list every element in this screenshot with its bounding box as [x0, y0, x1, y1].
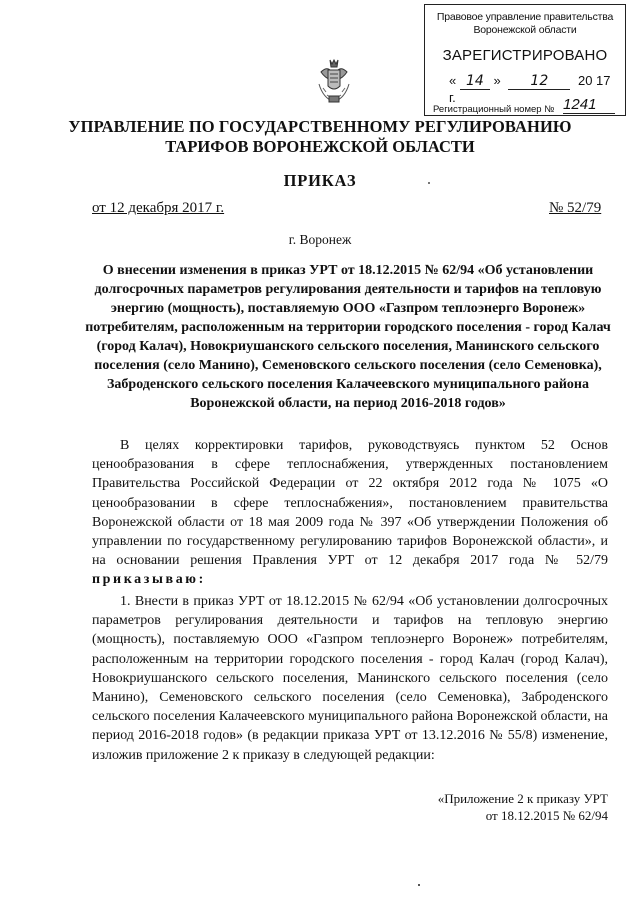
order-subject: О внесении изменения в приказ УРТ от 18.12.2015 № 62/94 «Об установлении долгосрочных параметров регулирования деятельности и тарифов на тепловую энергию (мощность), поставляемую ООО «Газпром теплоэнерго Воронеж» потребителям, расположенным на территории городского поселения - город Калач (город Калач), Новокриушанского сельского поселения, Манинского сельского поселения (село Манино), Семеновского сельского поселения (село Семеновка), Заброденского сельского поселения Калачеевского муниципального района Воронежской области, на период 2016-2018 годов» — [85, 263, 611, 411]
city: г. Воронеж — [288, 232, 352, 247]
order-number: № 52/79 — [549, 200, 602, 216]
order-date: от 12 декабря 2017 г. — [92, 200, 225, 216]
preamble-text: В целях корректировки тарифов, руководствуясь пунктом 52 Основ ценообразования в сфере теплоснабжения, утвержденных постановлением Правительства Российской Федерации от 22 октября 2012 года № 1075 «О ценообразовании в сфере теплоснабжения», постановлением правительства Воронежской области от 18 мая 2009 года № 397 «Об утверждении Положения об управлении по государственному регулированию тарифов Воронежской области», и на основании решения Правления УРТ от 12 декабря 2017 года № 52/79 — [92, 438, 608, 569]
appendix-line2: от 18.12.2015 № 62/94 — [485, 808, 608, 823]
agency-title-line1: УПРАВЛЕНИЕ ПО ГОСУДАРСТВЕННОМУ РЕГУЛИРОВАНИЮ — [68, 117, 572, 136]
order-word: приказываю: — [92, 572, 206, 588]
clause-1-paragraph: 1. Внести в приказ УРТ от 18.12.2015 № 62/94 «Об установлении долгосрочных параметров регулирования деятельности и тарифов на тепловую энергию (мощность), поставляемую ООО «Газпром теплоэнерго Воронеж» потребителям, расположенным на территории городского поселения - город Калач (город Калач), Новокриушанского сельского поселения, Манинского сельского поселения (село Манино), Семеновского сельского поселения (село Семеновка), Заброденского сельского поселения Калачеевского муниципального района Воронежской области, на период 2016-2018 годов» (в редакции приказа УРТ от 13.12.2016 № 55/8) изменение, изложив приложение 2 к приказу в следующей редакции: — [92, 594, 608, 763]
stamp-date-open-quote: « — [449, 73, 457, 88]
stamp-registered-label: ЗАРЕГИСТРИРОВАНО — [442, 47, 608, 64]
stamp-date-year: 20 17 г. — [449, 73, 611, 105]
stamp-organization — [425, 11, 625, 37]
stamp-org-line2: Воронежской области — [473, 24, 577, 36]
stamp-reg-number — [433, 96, 623, 117]
registration-stamp — [424, 4, 626, 116]
stamp-date-month: 12 — [508, 73, 570, 90]
scan-speck — [418, 884, 420, 886]
appendix-reference — [438, 790, 608, 824]
agency-title-line2: ТАРИФОВ ВОРОНЕЖСКОЙ ОБЛАСТИ — [165, 137, 475, 156]
stamp-org-line1: Правовое управление правительства — [436, 11, 614, 23]
stamp-date-close-quote: » — [493, 73, 501, 88]
scan-speck — [428, 182, 430, 184]
preamble-paragraph — [92, 436, 608, 590]
coat-of-arms-icon — [317, 58, 351, 106]
stamp-reg-value: 1241 — [563, 96, 615, 114]
appendix-line1: «Приложение 2 к приказу УРТ — [437, 791, 608, 806]
document-type: ПРИКАЗ — [283, 171, 357, 190]
stamp-reg-label: Регистрационный номер № — [433, 104, 555, 115]
stamp-date-day: 14 — [460, 73, 490, 90]
